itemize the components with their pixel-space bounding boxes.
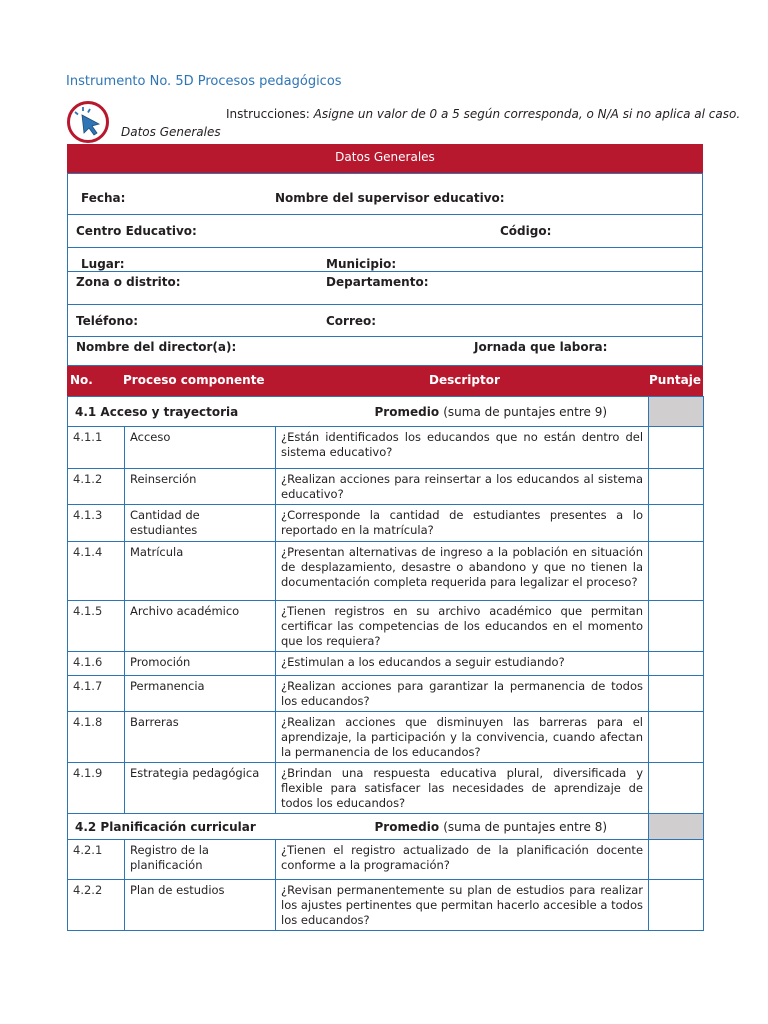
fecha-field[interactable]: Fecha: (81, 191, 126, 205)
table-row (68, 712, 704, 763)
score-input[interactable] (649, 880, 704, 931)
lugar-field[interactable]: Lugar: (81, 257, 125, 271)
score-input[interactable] (649, 601, 704, 652)
item-descriptor: ¿Realizan acciones para garantizar la permanencia de todos los educandos? (276, 676, 649, 712)
item-proceso: Registro de la planificación (125, 840, 276, 880)
item-number: 4.1.8 (68, 712, 125, 763)
item-descriptor: ¿Realizan acciones para reinsertar a los educandos al sistema educativo? (276, 469, 649, 505)
item-proceso: Permanencia (125, 676, 276, 712)
item-number: 4.1.3 (68, 505, 125, 542)
table-row (68, 505, 704, 542)
document-title: Instrumento No. 5D Procesos pedagógicos (66, 74, 342, 89)
item-descriptor: ¿Están identificados los educandos que no están dentro del sistema educativo? (276, 427, 649, 469)
centro-educativo-field[interactable]: Centro Educativo: (76, 224, 197, 238)
table-row (68, 652, 704, 676)
item-descriptor: ¿Realizan acciones que disminuyen las barreras para el aprendizaje, la participación y la convivencia, cuando afectan la permanencia de los educandos? (276, 712, 649, 763)
score-input[interactable] (649, 652, 704, 676)
supervisor-field[interactable]: Nombre del supervisor educativo: (275, 191, 505, 205)
item-number: 4.1.4 (68, 542, 125, 601)
item-number: 4.1.6 (68, 652, 125, 676)
score-input[interactable] (649, 763, 704, 814)
item-descriptor: ¿Estimulan a los educandos a seguir estudiando? (276, 652, 649, 676)
item-proceso: Estrategia pedagógica (125, 763, 276, 814)
general-data-header: Datos Generales (67, 144, 703, 173)
item-number: 4.1.5 (68, 601, 125, 652)
header-descriptor: Descriptor (429, 373, 500, 387)
score-input[interactable] (649, 712, 704, 763)
item-proceso: Barreras (125, 712, 276, 763)
item-number: 4.1.1 (68, 427, 125, 469)
promedio-score-cell[interactable] (649, 397, 704, 427)
score-input[interactable] (649, 676, 704, 712)
evaluation-table (67, 396, 704, 931)
table-row (68, 601, 704, 652)
item-number: 4.2.1 (68, 840, 125, 880)
jornada-field[interactable]: Jornada que labora: (474, 340, 608, 354)
datos-generales-caption: Datos Generales (121, 125, 221, 139)
item-proceso: Reinserción (125, 469, 276, 505)
telefono-field[interactable]: Teléfono: (76, 314, 139, 328)
table-row (68, 880, 704, 931)
promedio-label: Promedio (suma de puntajes entre 8) (374, 819, 608, 834)
item-number: 4.2.2 (68, 880, 125, 931)
score-input[interactable] (649, 469, 704, 505)
municipio-field[interactable]: Municipio: (326, 257, 397, 271)
section-cell (68, 814, 649, 840)
item-descriptor: ¿Corresponde la cantidad de estudiantes presentes a lo reportado en la matrícula? (276, 505, 649, 542)
table-row (68, 542, 704, 601)
section-title: 4.1 Acceso y trayectoria (75, 404, 239, 419)
promedio-score-cell[interactable] (649, 814, 704, 840)
correo-field[interactable]: Correo: (326, 314, 377, 328)
item-proceso: Matrícula (125, 542, 276, 601)
header-no: No. (70, 373, 93, 387)
table-row (68, 427, 704, 469)
item-number: 4.1.9 (68, 763, 125, 814)
section-cell (68, 397, 649, 427)
table-header (67, 366, 703, 396)
table-row (68, 840, 704, 880)
score-input[interactable] (649, 427, 704, 469)
item-descriptor: ¿Tienen el registro actualizado de la planificación docente conforme a la programación? (276, 840, 649, 880)
item-descriptor: ¿Tienen registros en su archivo académico que permitan certificar las competencias de los educandos en el momento que los requiera? (276, 601, 649, 652)
item-descriptor: ¿Revisan permanentemente su plan de estudios para realizar los ajustes pertinentes que permitan hacerlo accesible a todos los educandos? (276, 880, 649, 931)
director-field[interactable]: Nombre del director(a): (76, 340, 237, 354)
zona-distrito-field[interactable]: Zona o distrito: (76, 275, 181, 289)
score-input[interactable] (649, 840, 704, 880)
cursor-click-icon (66, 100, 110, 144)
item-number: 4.1.7 (68, 676, 125, 712)
table-row (68, 676, 704, 712)
item-proceso: Acceso (125, 427, 276, 469)
header-puntaje: Puntaje (649, 373, 701, 387)
instructions (226, 107, 740, 121)
general-data-box (67, 173, 703, 366)
item-number: 4.1.2 (68, 469, 125, 505)
score-input[interactable] (649, 505, 704, 542)
section-row (68, 814, 704, 840)
score-input[interactable] (649, 542, 704, 601)
table-row (68, 763, 704, 814)
section-title: 4.2 Planificación curricular (75, 819, 256, 834)
item-proceso: Archivo académico (125, 601, 276, 652)
item-proceso: Promoción (125, 652, 276, 676)
instructions-label: Instrucciones: (226, 107, 310, 121)
header-proceso: Proceso componente (123, 373, 265, 387)
section-row (68, 397, 704, 427)
codigo-field[interactable]: Código: (500, 224, 552, 238)
departamento-field[interactable]: Departamento: (326, 275, 429, 289)
item-descriptor: ¿Brindan una respuesta educativa plural, diversificada y flexible para satisfacer las necesidades de aprendizaje de todos los educandos? (276, 763, 649, 814)
promedio-label: Promedio (suma de puntajes entre 9) (374, 404, 608, 419)
instructions-text: Asigne un valor de 0 a 5 según corresponda, o N/A si no aplica al caso. (313, 107, 741, 121)
item-descriptor: ¿Presentan alternativas de ingreso a la población en situación de desplazamiento, desastre o abandono y que no tienen la documentación completa requerida para legalizar el proceso? (276, 542, 649, 601)
table-row (68, 469, 704, 505)
item-proceso: Plan de estudios (125, 880, 276, 931)
item-proceso: Cantidad de estudiantes (125, 505, 276, 542)
